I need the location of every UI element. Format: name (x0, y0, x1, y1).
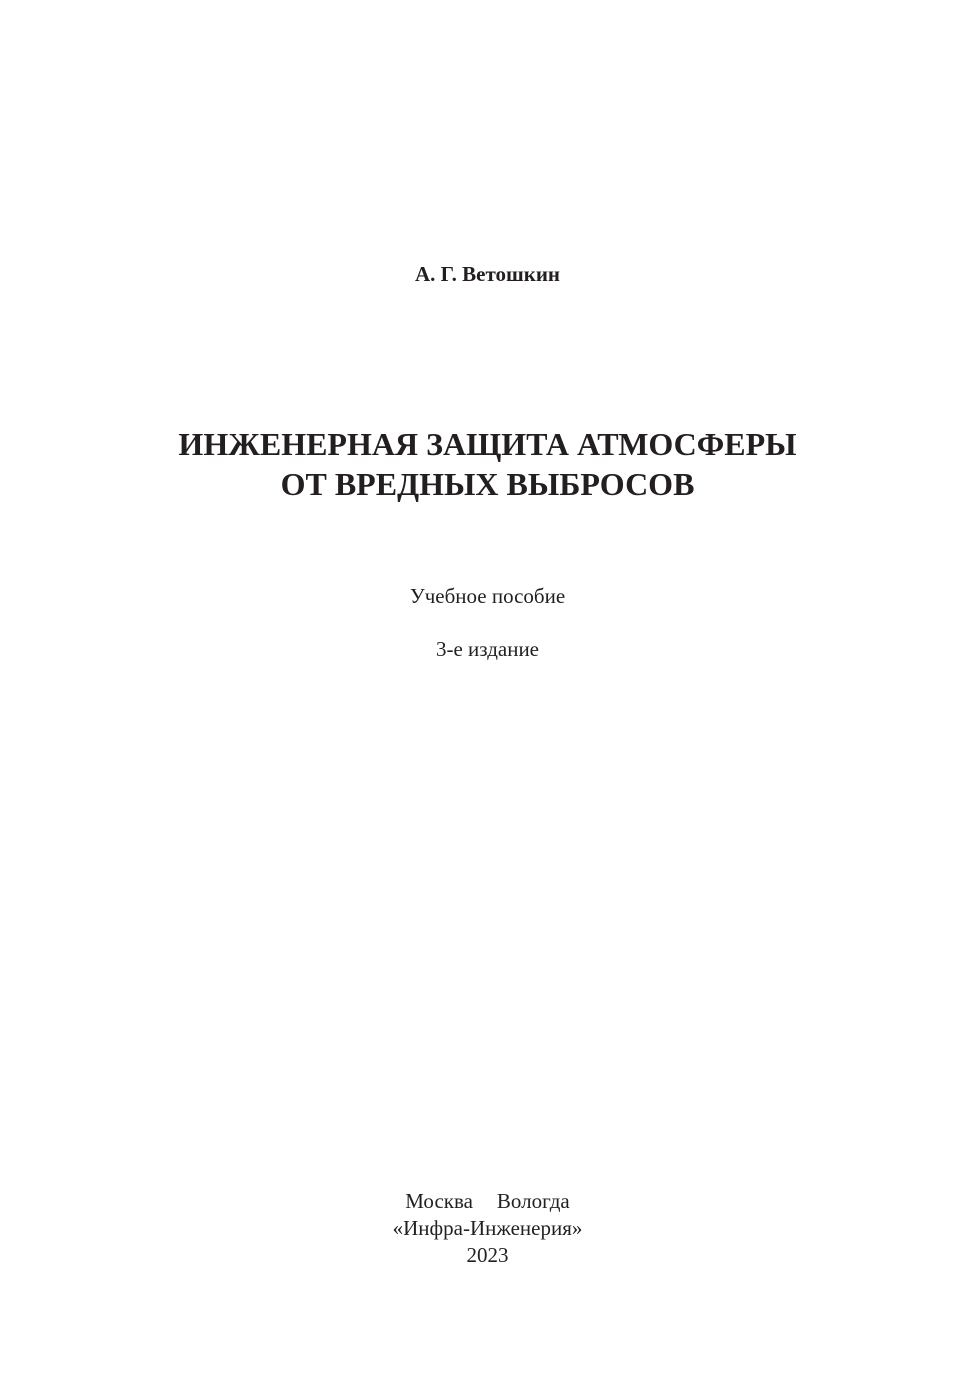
author-name: А. Г. Ветошкин (414, 262, 561, 286)
imprint (0, 1188, 975, 1269)
imprint-city-vologda: Вологда (496, 1189, 570, 1213)
imprint-city-moscow: Москва (405, 1189, 473, 1213)
book-type: Учебное пособие (409, 584, 566, 608)
book-title (0, 424, 975, 504)
edition-label: 3-е издание (435, 637, 540, 661)
book-title-line-2: ОТ ВРЕДНЫХ ВЫБРОСОВ (280, 466, 695, 502)
book-title-line-1: ИНЖЕНЕРНАЯ ЗАЩИТА АТМОСФЕРЫ (178, 426, 797, 462)
imprint-publisher: «Инфра-Инженерия» (392, 1216, 583, 1240)
imprint-year: 2023 (466, 1243, 509, 1267)
imprint-cities (0, 1188, 975, 1215)
